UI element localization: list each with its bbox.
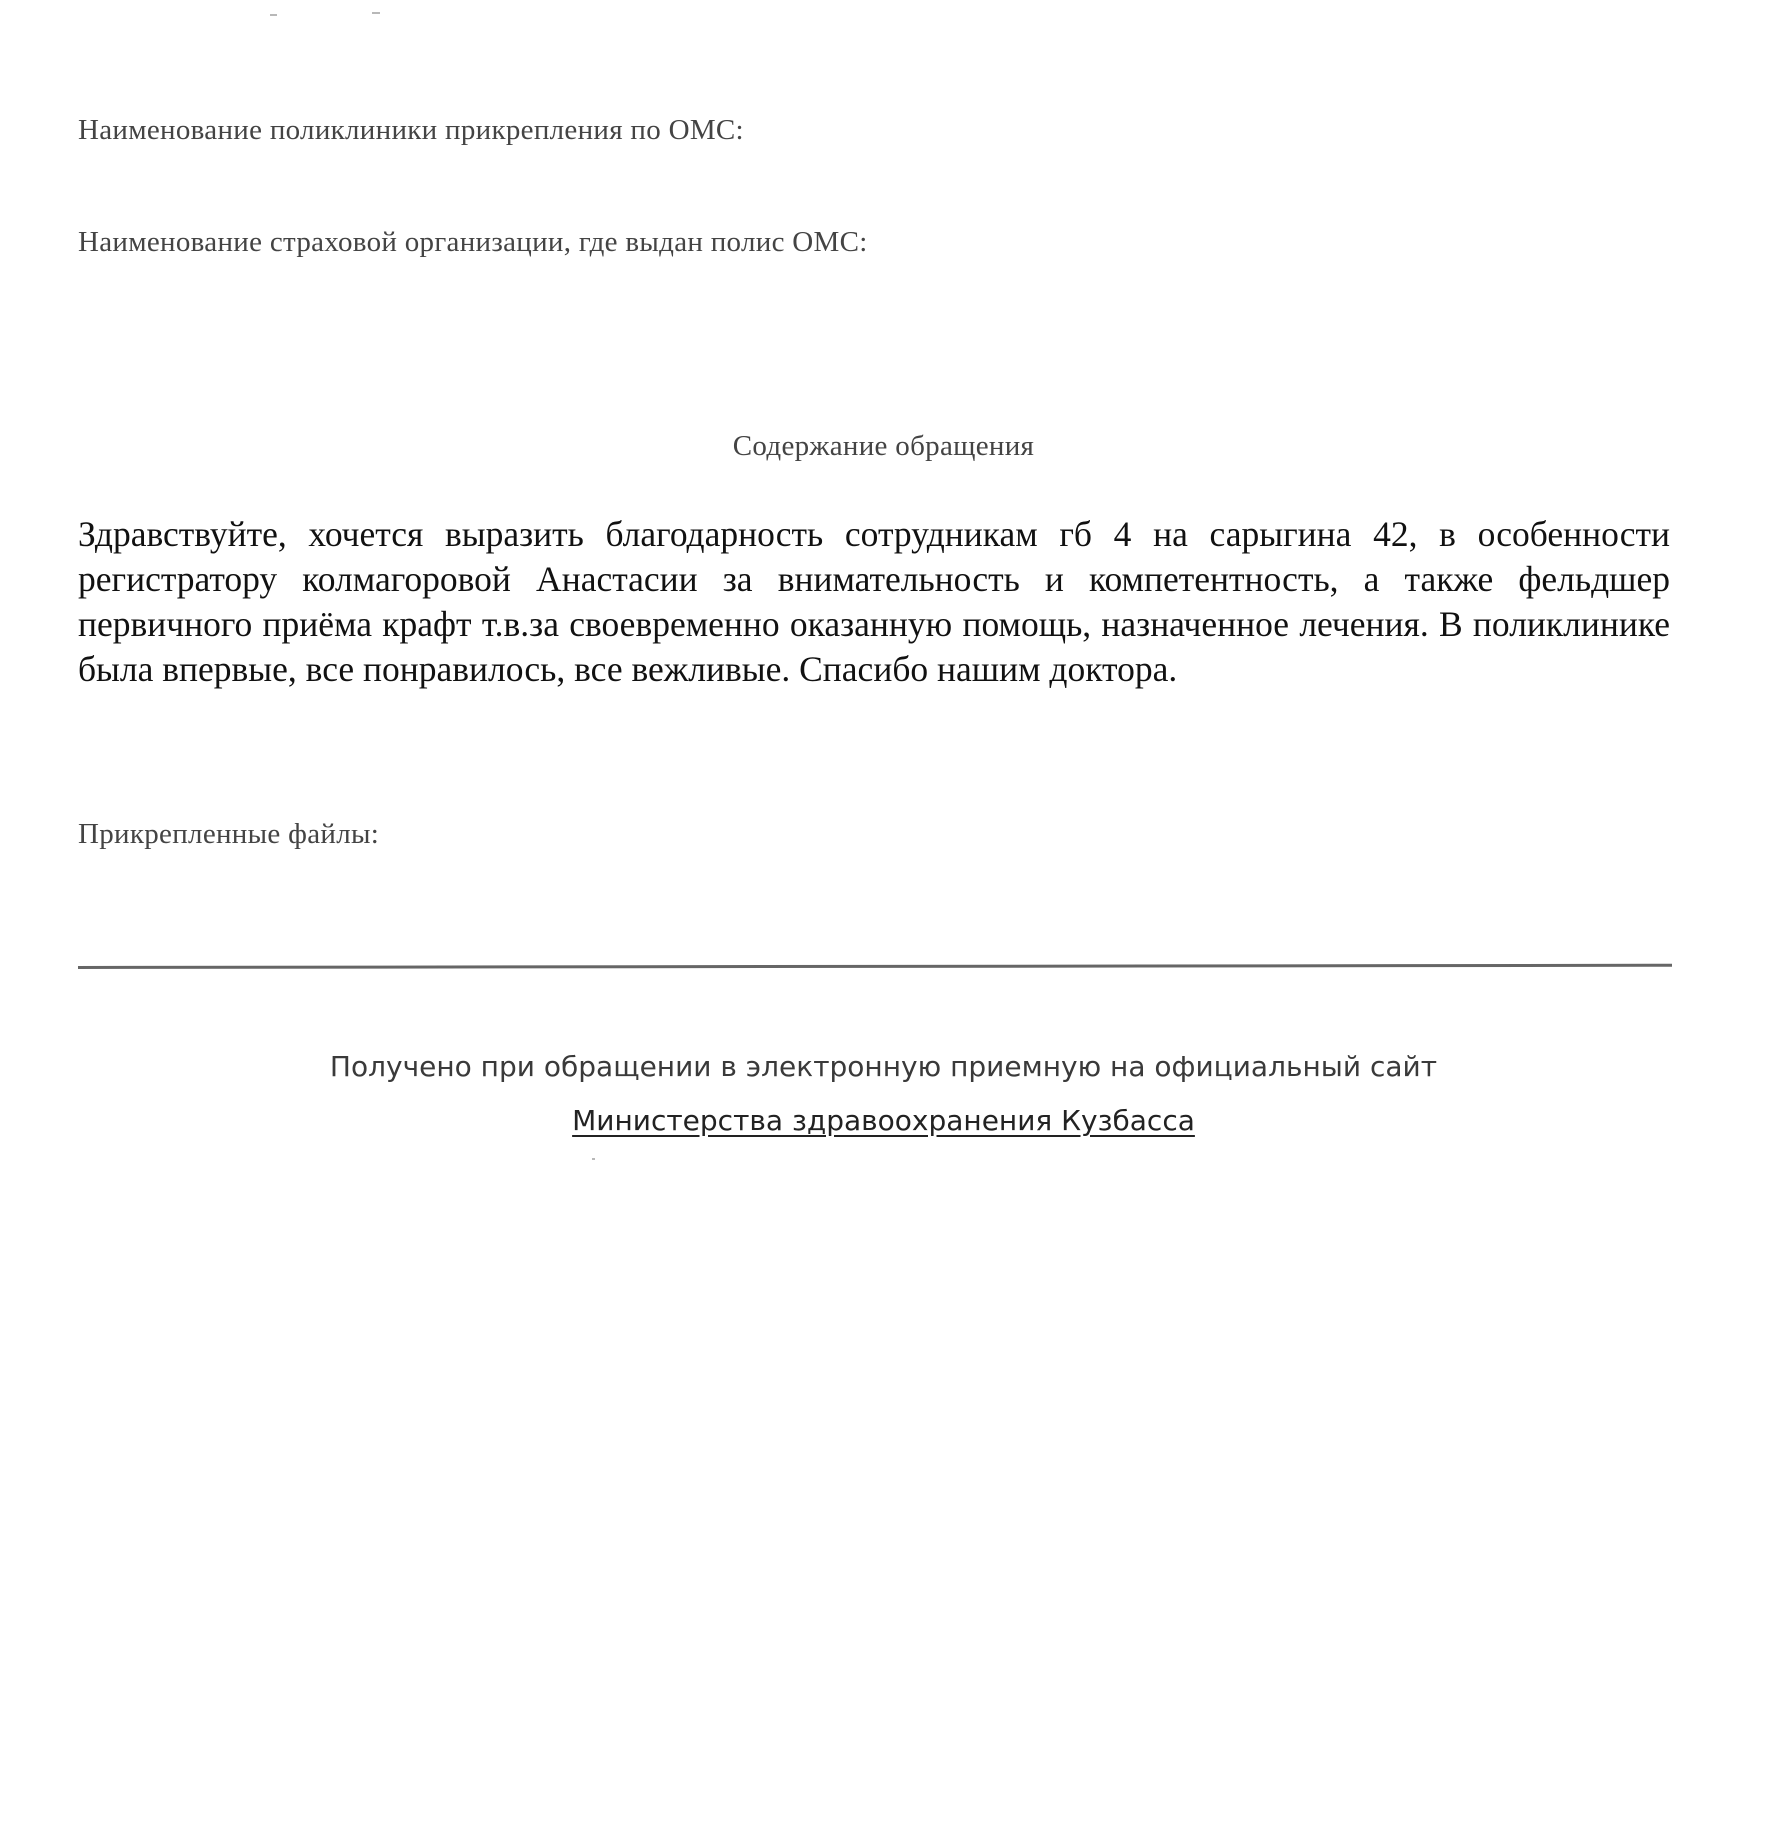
- insurer-label: Наименование страховой организации, где выдан полис ОМС:: [78, 226, 868, 258]
- content-heading: Содержание обращения: [732, 430, 1035, 462]
- ministry-link[interactable]: Министерства здравоохранения Кузбасса: [572, 1104, 1195, 1137]
- ministry-link-line: [0, 1104, 1767, 1137]
- clinic-label: Наименование поликлиники прикрепления по ОМС:: [78, 114, 744, 146]
- scan-speck: [372, 12, 380, 14]
- attachments-label: Прикрепленные файлы:: [78, 818, 380, 850]
- scan-speck: [270, 14, 277, 16]
- horizontal-rule: [78, 964, 1672, 969]
- received-text: Получено при обращении в электронную приемную на официальный сайт: [329, 1050, 1438, 1083]
- message-text: Здравствуйте, хочется выразить благодарность сотрудникам гб 4 на сарыгина 42, в особенности регистратору колмагоровой Анастасии за внимательность и компетентность, а также фельдшер первичного приёма крафт т.в.за своевременно оказанную помощь, назначенное лечения. В поликлинике была впервые, все понравилось, все вежливые. Спасибо нашим доктора.: [78, 514, 1670, 689]
- scan-speck: [592, 1158, 595, 1160]
